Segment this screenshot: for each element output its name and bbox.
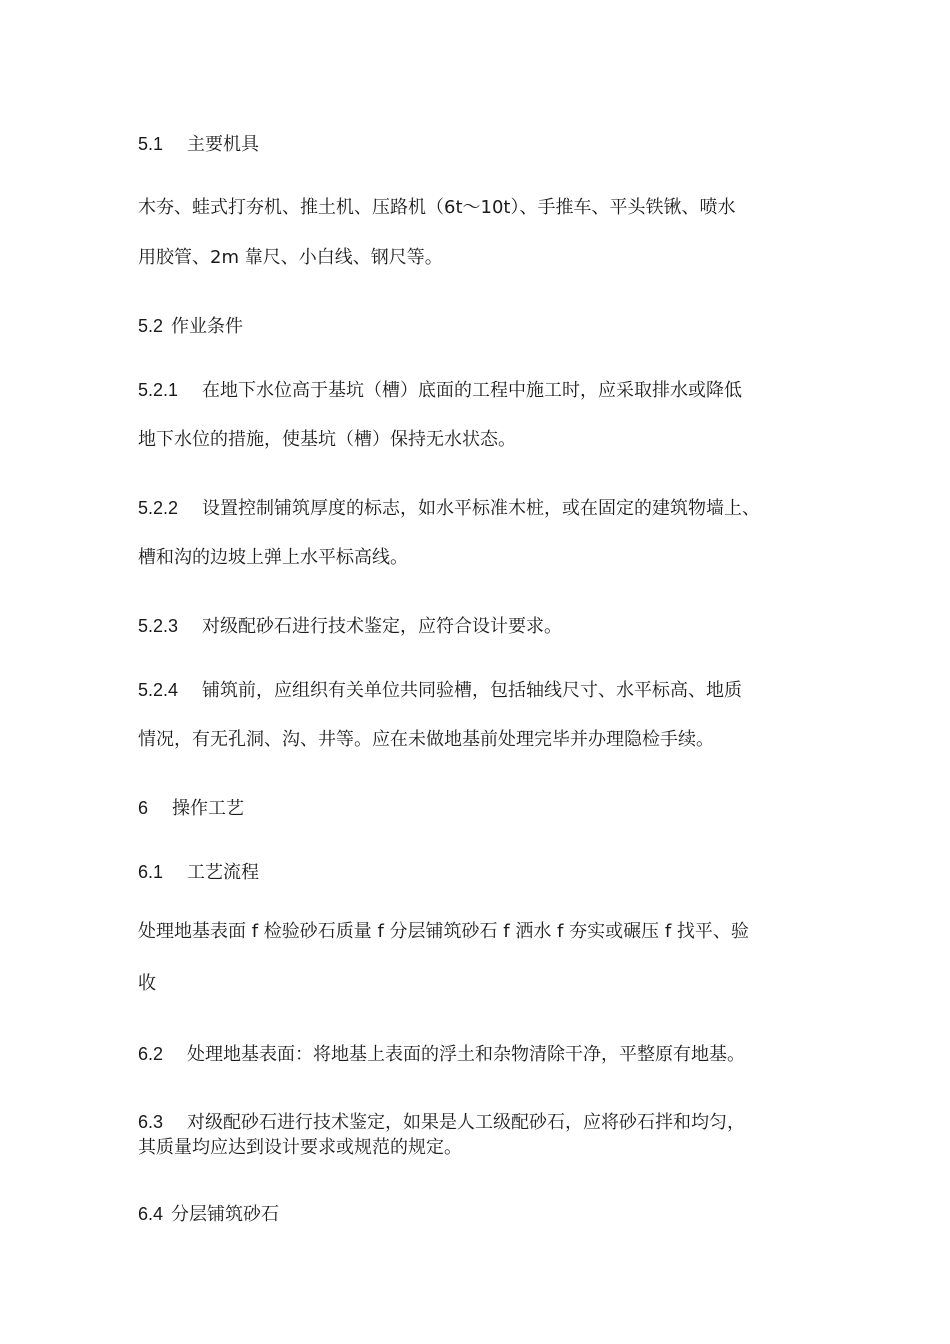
section-text: 处理地基表面：将地基上表面的浮土和杂物清除干净，平整原有地基。 — [187, 1044, 746, 1065]
section-number: 5.2.3 — [138, 616, 179, 636]
heading-5-2-4 — [138, 678, 828, 703]
section-number: 6.1 — [138, 862, 164, 882]
heading-5-2-3 — [138, 614, 828, 639]
paragraph-line — [138, 196, 828, 220]
section-number: 5.2 — [138, 316, 164, 336]
paragraph-text: 处理地基表面 f 检验砂石质量 f 分层铺筑砂石 f 洒水 f 夯实或碾压 f 找平、验 — [138, 921, 749, 942]
paragraph-text: 其质量均应达到设计要求或规范的规定。 — [138, 1137, 462, 1158]
section-number: 5.1 — [138, 134, 164, 154]
section-title: 操作工艺 — [172, 798, 245, 819]
paragraph-line — [138, 920, 828, 944]
heading-6-2 — [138, 1042, 828, 1067]
section-number: 5.2.2 — [138, 498, 179, 518]
paragraph-text: 木夯、蛙式打夯机、推土机、压路机（6t～10t）、手推车、平头铁锹、喷水 — [138, 197, 736, 218]
paragraph-line — [138, 546, 828, 570]
paragraph-text: 收 — [138, 973, 156, 994]
section-number: 6.4 — [138, 1204, 164, 1224]
section-title: 工艺流程 — [187, 862, 260, 883]
section-number: 5.2.1 — [138, 380, 179, 400]
section-title: 作业条件 — [171, 316, 244, 337]
paragraph-line — [138, 246, 828, 270]
paragraph-text: 情况，有无孔洞、沟、井等。应在未做地基前处理完毕并办理隐检手续。 — [138, 729, 714, 750]
paragraph-text: 槽和沟的边坡上弹上水平标高线。 — [138, 547, 408, 568]
heading-5-1 — [138, 132, 828, 157]
section-title: 主要机具 — [187, 134, 260, 155]
section-title: 分层铺筑砂石 — [171, 1204, 280, 1225]
section-number: 6 — [138, 798, 149, 818]
heading-6-4 — [138, 1202, 828, 1227]
heading-5-2 — [138, 314, 828, 339]
paragraph-line — [138, 428, 828, 452]
section-text: 铺筑前，应组织有关单位共同验槽，包括轴线尺寸、水平标高、地质 — [202, 680, 743, 701]
paragraph-line — [138, 972, 828, 996]
heading-6-3 — [138, 1110, 828, 1135]
heading-5-2-1 — [138, 378, 828, 403]
section-text: 对级配砂石进行技术鉴定，如果是人工级配砂石，应将砂石拌和均匀， — [187, 1112, 746, 1133]
section-number: 5.2.4 — [138, 680, 179, 700]
heading-6 — [138, 796, 828, 821]
paragraph-text: 用胶管、2m 靠尺、小白线、钢尺等。 — [138, 247, 443, 268]
paragraph-line — [138, 1136, 828, 1160]
section-number: 6.3 — [138, 1112, 164, 1132]
paragraph-text: 地下水位的措施，使基坑（槽）保持无水状态。 — [138, 429, 516, 450]
heading-6-1 — [138, 860, 828, 885]
section-text: 设置控制铺筑厚度的标志，如水平标准木桩，或在固定的建筑物墙上、 — [202, 498, 761, 519]
paragraph-line — [138, 728, 828, 752]
heading-5-2-2 — [138, 496, 828, 521]
section-number: 6.2 — [138, 1044, 164, 1064]
section-text: 对级配砂石进行技术鉴定，应符合设计要求。 — [202, 616, 563, 637]
section-text: 在地下水位高于基坑（槽）底面的工程中施工时，应采取排水或降低 — [202, 380, 743, 401]
